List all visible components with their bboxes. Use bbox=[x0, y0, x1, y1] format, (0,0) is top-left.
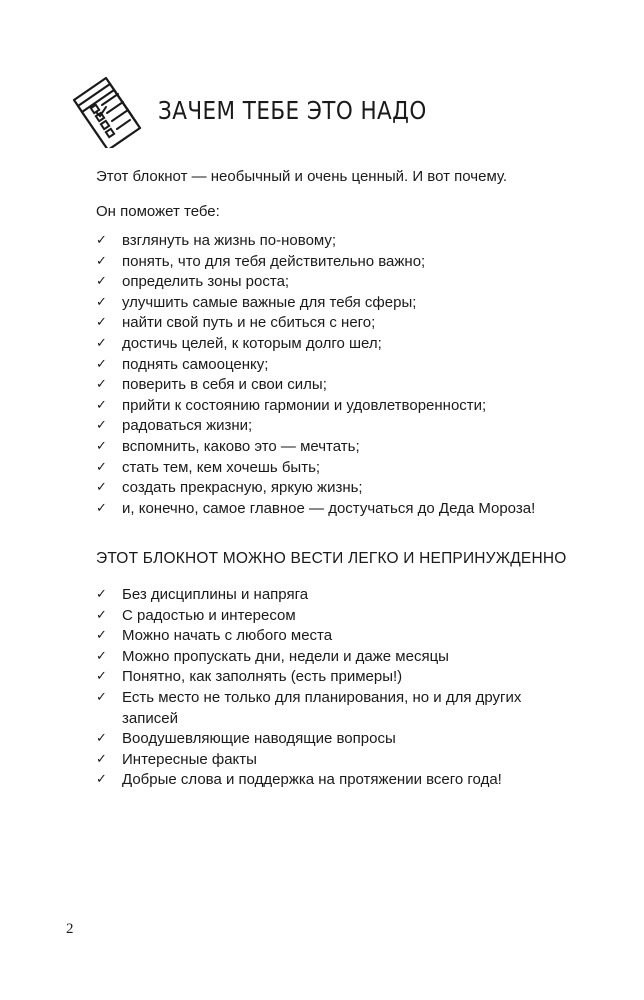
list-item-text: Добрые слова и поддержка на протяжении всего года! bbox=[122, 771, 502, 789]
list-item bbox=[96, 416, 596, 437]
check-icon: ✓ bbox=[96, 607, 107, 623]
check-icon: ✓ bbox=[96, 669, 107, 685]
check-icon: ✓ bbox=[96, 772, 107, 788]
check-icon: ✓ bbox=[96, 294, 107, 310]
list-item-text: найти свой путь и не сбиться с него; bbox=[122, 314, 376, 332]
page-title: ЗАЧЕМ ТЕБЕ ЭТО НАДО bbox=[158, 96, 427, 125]
list-item bbox=[96, 334, 596, 355]
list-item-text: и, конечно, самое главное — достучаться до Деда Мороза! bbox=[122, 499, 536, 517]
list-item bbox=[96, 396, 596, 417]
list-item bbox=[96, 458, 596, 479]
list-item-text: достичь целей, к которым долго шел; bbox=[122, 334, 382, 352]
list-item bbox=[96, 437, 596, 458]
list-item-text: улучшить самые важные для тебя сферы; bbox=[122, 293, 417, 311]
check-icon: ✓ bbox=[96, 315, 107, 331]
list-item-text: поднять самооценку; bbox=[122, 355, 269, 373]
list-item-text: Понятно, как заполнять (есть примеры!) bbox=[122, 668, 403, 686]
check-icon: ✓ bbox=[96, 628, 107, 644]
list-item bbox=[96, 313, 596, 334]
list-item bbox=[96, 647, 576, 668]
check-icon: ✓ bbox=[96, 356, 107, 372]
page-number: 2 bbox=[66, 921, 74, 937]
check-icon: ✓ bbox=[96, 397, 107, 413]
checklist-papers-icon bbox=[66, 72, 148, 148]
check-icon: ✓ bbox=[96, 438, 107, 454]
check-icon: ✓ bbox=[96, 335, 107, 351]
check-icon: ✓ bbox=[96, 689, 107, 705]
list-item bbox=[96, 478, 596, 499]
check-icon: ✓ bbox=[96, 418, 107, 434]
list-item-text: Воодушевляющие наводящие вопросы bbox=[122, 730, 396, 748]
list-item bbox=[96, 272, 596, 293]
list-item-text: определить зоны роста; bbox=[122, 273, 290, 291]
benefits-list bbox=[96, 231, 596, 519]
list-item-text: Можно начать с любого места bbox=[122, 627, 333, 645]
list-item-text: Интересные факты bbox=[122, 750, 257, 768]
list-item-text: понять, что для тебя действительно важно; bbox=[122, 252, 426, 270]
list-item-text: радоваться жизни; bbox=[122, 417, 253, 435]
list-item bbox=[96, 252, 596, 273]
check-icon: ✓ bbox=[96, 731, 107, 747]
list-item bbox=[96, 770, 576, 791]
list-item-text: Есть место не только для планирования, но и для других записей bbox=[122, 688, 522, 727]
list-item bbox=[96, 375, 596, 396]
lead-paragraph: Он поможет тебе: bbox=[96, 203, 220, 220]
list-item bbox=[96, 293, 596, 314]
list-item-text: прийти к состоянию гармонии и удовлетворенности; bbox=[122, 396, 487, 414]
check-icon: ✓ bbox=[96, 751, 107, 767]
list-item-text: С радостью и интересом bbox=[122, 606, 296, 624]
list-item bbox=[96, 355, 596, 376]
list-item bbox=[96, 729, 576, 750]
check-icon: ✓ bbox=[96, 587, 107, 602]
list-item-text: стать тем, кем хочешь быть; bbox=[122, 458, 321, 476]
check-icon: ✓ bbox=[96, 233, 107, 248]
list-item bbox=[96, 667, 576, 688]
list-item bbox=[96, 750, 576, 771]
list-item bbox=[96, 688, 576, 729]
list-item bbox=[96, 585, 576, 606]
check-icon: ✓ bbox=[96, 500, 107, 516]
check-icon: ✓ bbox=[96, 459, 107, 475]
list-item-text: Без дисциплины и напряга bbox=[122, 586, 309, 603]
list-item-text: взглянуть на жизнь по-новому; bbox=[122, 232, 337, 249]
list-item-text: Можно пропускать дни, недели и даже месяцы bbox=[122, 647, 449, 665]
list-item bbox=[96, 499, 596, 520]
section-heading: ЭТОТ БЛОКНОТ МОЖНО ВЕСТИ ЛЕГКО И НЕПРИНУЖДЕННО bbox=[96, 550, 567, 567]
list-item bbox=[96, 606, 576, 627]
check-icon: ✓ bbox=[96, 274, 107, 290]
check-icon: ✓ bbox=[96, 480, 107, 496]
check-icon: ✓ bbox=[96, 648, 107, 664]
intro-paragraph: Этот блокнот — необычный и очень ценный. И вот почему. bbox=[96, 168, 508, 185]
list-item-text: создать прекрасную, яркую жизнь; bbox=[122, 479, 363, 497]
check-icon: ✓ bbox=[96, 377, 107, 393]
features-list bbox=[96, 585, 576, 791]
list-item bbox=[96, 231, 596, 252]
list-item-text: поверить в себя и свои силы; bbox=[122, 376, 327, 394]
list-item bbox=[96, 626, 576, 647]
list-item-text: вспомнить, каково это — мечтать; bbox=[122, 437, 360, 455]
check-icon: ✓ bbox=[96, 253, 107, 269]
